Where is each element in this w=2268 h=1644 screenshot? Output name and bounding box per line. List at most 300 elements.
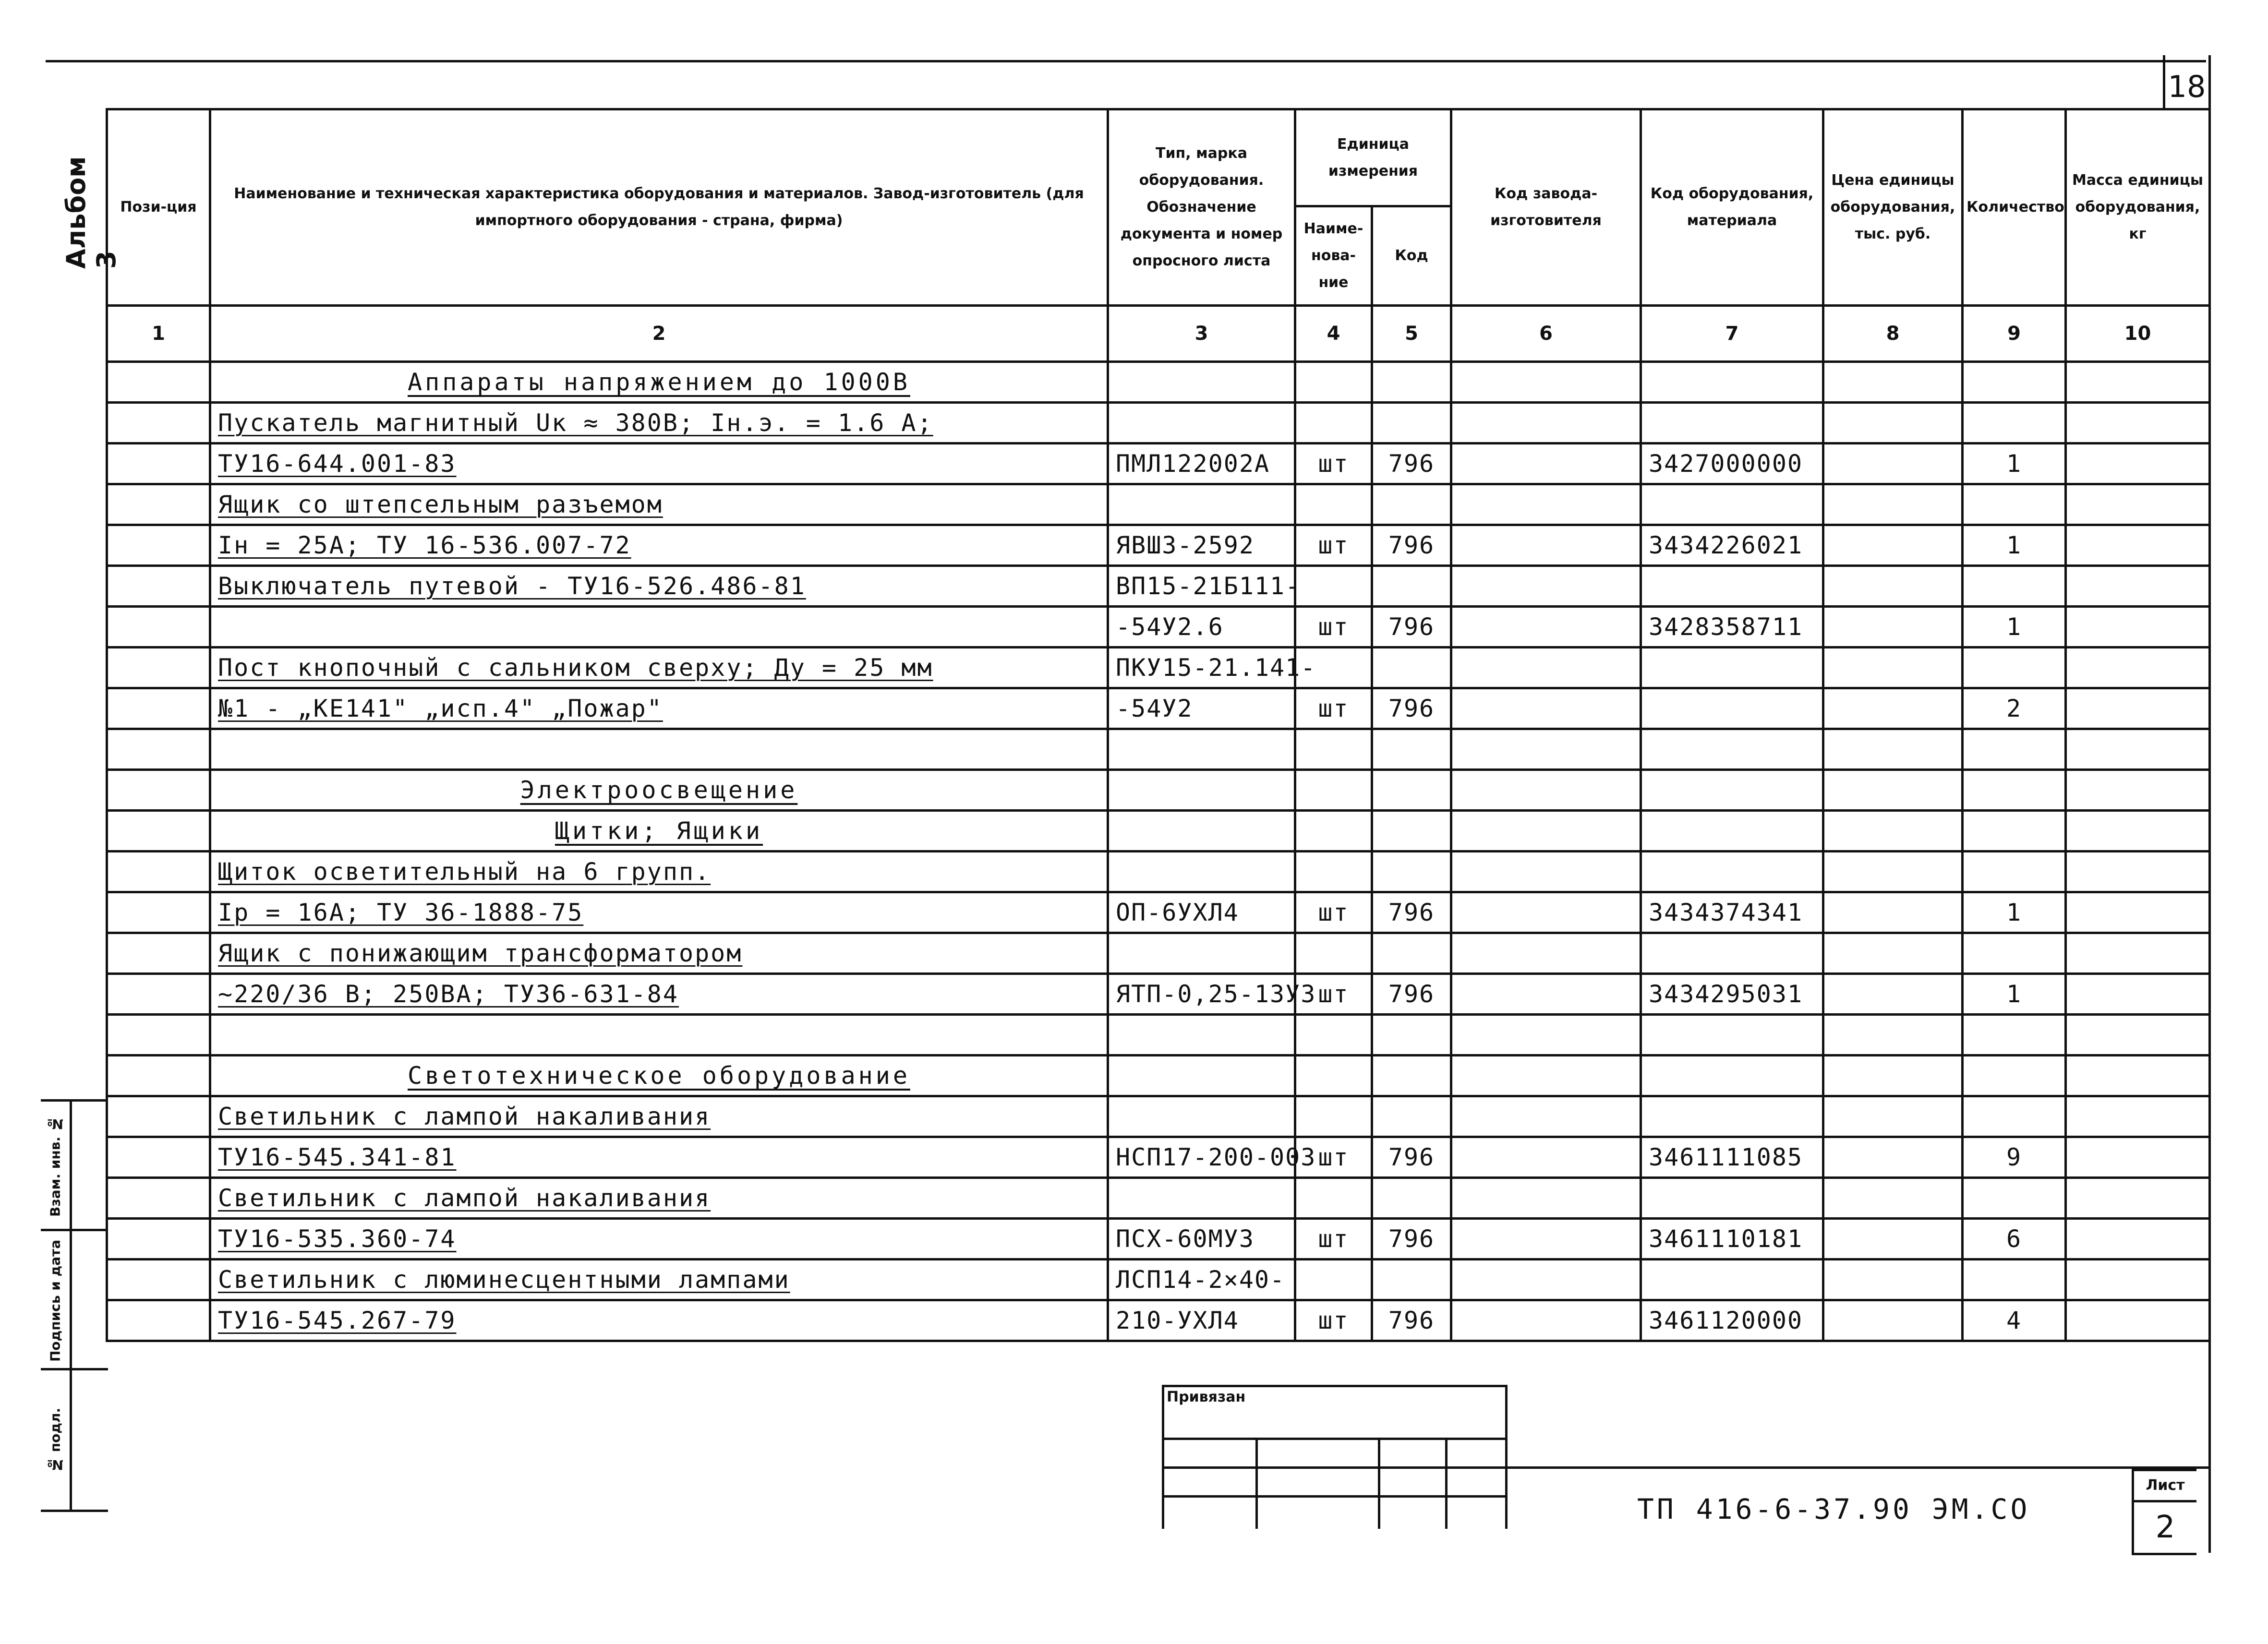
cell-equipment-code: 3461111085 bbox=[1641, 1137, 1823, 1178]
stamp-line bbox=[1162, 1438, 1508, 1440]
cell-equipment-code bbox=[1641, 566, 1823, 607]
table-row bbox=[107, 648, 2210, 688]
stamp-line bbox=[1255, 1438, 1258, 1529]
cell-mass bbox=[2066, 403, 2210, 444]
col-num-3: 3 bbox=[1108, 306, 1295, 362]
cell-maker-code bbox=[1451, 729, 1641, 770]
cell-unit bbox=[1295, 811, 1372, 852]
cell-type bbox=[1108, 1015, 1295, 1056]
col-header-equipment-code: Код оборудования, материала bbox=[1641, 109, 1823, 306]
cell-unit-code bbox=[1372, 770, 1451, 811]
col-header-type: Тип, марка оборудования. Обозначение документа и номер опросного листа bbox=[1108, 109, 1295, 306]
cell-position bbox=[107, 729, 210, 770]
cell-unit bbox=[1295, 852, 1372, 892]
cell-unit-code: 796 bbox=[1372, 892, 1451, 933]
cell-position bbox=[107, 974, 210, 1015]
cell-maker-code bbox=[1451, 403, 1641, 444]
table-row bbox=[107, 1219, 2210, 1260]
cell-quantity bbox=[1963, 1260, 2066, 1300]
cell-price bbox=[1823, 1056, 1963, 1096]
cell-unit-code: 796 bbox=[1372, 1137, 1451, 1178]
cell-name: ТУ16-545.341-81 bbox=[210, 1137, 1108, 1178]
cell-quantity: 6 bbox=[1963, 1219, 2066, 1260]
table-row bbox=[107, 852, 2210, 892]
cell-position bbox=[107, 1096, 210, 1137]
col-header-unit-code: Код bbox=[1372, 206, 1451, 306]
stamp-line bbox=[1162, 1466, 1508, 1469]
cell-unit-code bbox=[1372, 1096, 1451, 1137]
cell-type: -54У2 bbox=[1108, 688, 1295, 729]
cell-position bbox=[107, 1015, 210, 1056]
cell-unit-code: 796 bbox=[1372, 1219, 1451, 1260]
cell-type: ПСХ-60МУ3 bbox=[1108, 1219, 1295, 1260]
cell-name: ТУ16-644.001-83 bbox=[210, 444, 1108, 484]
stamp-line bbox=[1162, 1495, 1508, 1498]
section-heading: Аппараты напряжением до 1000В bbox=[210, 362, 1108, 403]
cell-quantity bbox=[1963, 770, 2066, 811]
table-row bbox=[107, 1178, 2210, 1219]
cell-type bbox=[1108, 811, 1295, 852]
table-row bbox=[107, 933, 2210, 974]
cell-unit: шт bbox=[1295, 1300, 1372, 1341]
cell-name: Iн = 25А; ТУ 16-536.007-72 bbox=[210, 525, 1108, 566]
cell-equipment-code bbox=[1641, 811, 1823, 852]
cell-mass bbox=[2066, 1260, 2210, 1300]
cell-unit: шт bbox=[1295, 525, 1372, 566]
col-num-8: 8 bbox=[1823, 306, 1963, 362]
cell-position bbox=[107, 933, 210, 974]
sheet-box-value: 2 bbox=[2155, 1510, 2175, 1545]
cell-unit-code bbox=[1372, 729, 1451, 770]
cell-maker-code bbox=[1451, 852, 1641, 892]
cell-maker-code bbox=[1451, 444, 1641, 484]
cell-unit-code bbox=[1372, 648, 1451, 688]
cell-equipment-code bbox=[1641, 688, 1823, 729]
stamp-line bbox=[1162, 1385, 1508, 1387]
cell-equipment-code: 3434226021 bbox=[1641, 525, 1823, 566]
cell-mass bbox=[2066, 648, 2210, 688]
stamp-label: Привязан bbox=[1167, 1389, 1246, 1405]
cell-name: Iр = 16А; ТУ 36-1888-75 bbox=[210, 892, 1108, 933]
cell-unit bbox=[1295, 1056, 1372, 1096]
cell-quantity bbox=[1963, 933, 2066, 974]
cell-position bbox=[107, 607, 210, 648]
cell-price bbox=[1823, 362, 1963, 403]
cell-quantity bbox=[1963, 811, 2066, 852]
cell-position bbox=[107, 811, 210, 852]
cell-position bbox=[107, 770, 210, 811]
cell-price bbox=[1823, 403, 1963, 444]
cell-position bbox=[107, 362, 210, 403]
col-num-6: 6 bbox=[1451, 306, 1641, 362]
cell-quantity: 9 bbox=[1963, 1137, 2066, 1178]
cell-name: Пост кнопочный с сальником сверху; Ду = 25 мм bbox=[210, 648, 1108, 688]
cell-maker-code bbox=[1451, 566, 1641, 607]
cell-equipment-code bbox=[1641, 1015, 1823, 1056]
cell-name: Светильник с лампой накаливания bbox=[210, 1178, 1108, 1219]
table-row bbox=[107, 362, 2210, 403]
cell-price bbox=[1823, 1137, 1963, 1178]
cell-unit bbox=[1295, 1178, 1372, 1219]
cell-mass bbox=[2066, 1219, 2210, 1260]
cell-quantity bbox=[1963, 403, 2066, 444]
cell-maker-code bbox=[1451, 892, 1641, 933]
cell-type bbox=[1108, 1096, 1295, 1137]
album-label: Альбом 3 bbox=[61, 156, 121, 269]
cell-equipment-code bbox=[1641, 1260, 1823, 1300]
stamp-line bbox=[1445, 1438, 1448, 1529]
col-header-name: Наименование и техническая характеристика оборудования и материалов. Завод-изготовитель (для импортного оборудования - страна, фирма) bbox=[210, 109, 1108, 306]
cell-maker-code bbox=[1451, 933, 1641, 974]
cell-unit: шт bbox=[1295, 1219, 1372, 1260]
left-stamp-label: Подпись и дата bbox=[47, 1239, 63, 1362]
cell-price bbox=[1823, 852, 1963, 892]
col-header-mass: Масса единицы оборудования, кг bbox=[2066, 109, 2210, 306]
stamp-line bbox=[1378, 1438, 1380, 1529]
cell-maker-code bbox=[1451, 1096, 1641, 1137]
table-row bbox=[107, 811, 2210, 852]
left-stamp-box bbox=[41, 1229, 108, 1370]
cell-maker-code bbox=[1451, 770, 1641, 811]
cell-unit-code: 796 bbox=[1372, 525, 1451, 566]
col-header-price: Цена единицы оборудования, тыс. руб. bbox=[1823, 109, 1963, 306]
table-row bbox=[107, 1096, 2210, 1137]
section-heading: Щитки; Ящики bbox=[210, 811, 1108, 852]
cell-unit-code bbox=[1372, 362, 1451, 403]
cell-unit-code: 796 bbox=[1372, 444, 1451, 484]
col-header-unit-name: Наиме-нова-ние bbox=[1295, 206, 1372, 306]
cell-unit bbox=[1295, 933, 1372, 974]
cell-unit-code bbox=[1372, 852, 1451, 892]
cell-maker-code bbox=[1451, 1219, 1641, 1260]
col-num-9: 9 bbox=[1963, 306, 2066, 362]
cell-quantity bbox=[1963, 362, 2066, 403]
cell-equipment-code bbox=[1641, 362, 1823, 403]
cell-position bbox=[107, 1137, 210, 1178]
cell-unit bbox=[1295, 729, 1372, 770]
cell-price bbox=[1823, 484, 1963, 525]
sheet-box bbox=[2132, 1469, 2196, 1555]
col-num-10: 10 bbox=[2066, 306, 2210, 362]
cell-position bbox=[107, 525, 210, 566]
cell-type: -54У2.6 bbox=[1108, 607, 1295, 648]
cell-mass bbox=[2066, 688, 2210, 729]
specification-table bbox=[106, 108, 2211, 1342]
cell-name: Щиток осветительный на 6 групп. bbox=[210, 852, 1108, 892]
col-num-5: 5 bbox=[1372, 306, 1451, 362]
cell-quantity bbox=[1963, 1096, 2066, 1137]
table-row bbox=[107, 525, 2210, 566]
cell-type: ВП15-21Б111- bbox=[1108, 566, 1295, 607]
cell-mass bbox=[2066, 1178, 2210, 1219]
cell-unit-code bbox=[1372, 811, 1451, 852]
cell-maker-code bbox=[1451, 1260, 1641, 1300]
cell-equipment-code bbox=[1641, 403, 1823, 444]
cell-type bbox=[1108, 933, 1295, 974]
cell-mass bbox=[2066, 484, 2210, 525]
cell-maker-code bbox=[1451, 607, 1641, 648]
section-heading: Светотехническое оборудование bbox=[210, 1056, 1108, 1096]
cell-type: ПКУ15-21.141- bbox=[1108, 648, 1295, 688]
cell-maker-code bbox=[1451, 1015, 1641, 1056]
cell-price bbox=[1823, 811, 1963, 852]
cell-unit: шт bbox=[1295, 892, 1372, 933]
cell-position bbox=[107, 1300, 210, 1341]
cell-quantity: 1 bbox=[1963, 892, 2066, 933]
cell-quantity: 1 bbox=[1963, 444, 2066, 484]
cell-unit-code bbox=[1372, 1015, 1451, 1056]
cell-unit bbox=[1295, 484, 1372, 525]
cell-quantity bbox=[1963, 1015, 2066, 1056]
cell-unit bbox=[1295, 770, 1372, 811]
cell-quantity: 1 bbox=[1963, 525, 2066, 566]
cell-position bbox=[107, 1260, 210, 1300]
cell-price bbox=[1823, 1015, 1963, 1056]
cell-position bbox=[107, 1178, 210, 1219]
cell-mass bbox=[2066, 1137, 2210, 1178]
cell-type: 210-УХЛ4 bbox=[1108, 1300, 1295, 1341]
cell-maker-code bbox=[1451, 484, 1641, 525]
cell-maker-code bbox=[1451, 1137, 1641, 1178]
sheet-number: 18 bbox=[2168, 69, 2206, 104]
cell-equipment-code bbox=[1641, 1096, 1823, 1137]
cell-price bbox=[1823, 1219, 1963, 1260]
cell-price bbox=[1823, 444, 1963, 484]
cell-equipment-code bbox=[1641, 933, 1823, 974]
cell-unit-code bbox=[1372, 1056, 1451, 1096]
left-stamp-divider bbox=[70, 1099, 72, 1510]
cell-type bbox=[1108, 484, 1295, 525]
cell-mass bbox=[2066, 1096, 2210, 1137]
cell-unit: шт bbox=[1295, 974, 1372, 1015]
title-block-line bbox=[1508, 1466, 2208, 1469]
cell-unit-code: 796 bbox=[1372, 607, 1451, 648]
cell-type bbox=[1108, 403, 1295, 444]
cell-equipment-code: 3428358711 bbox=[1641, 607, 1823, 648]
table-body bbox=[107, 362, 2210, 1341]
cell-equipment-code: 3461120000 bbox=[1641, 1300, 1823, 1341]
table-row bbox=[107, 1300, 2210, 1341]
cell-unit-code bbox=[1372, 403, 1451, 444]
cell-equipment-code: 3434374341 bbox=[1641, 892, 1823, 933]
cell-position bbox=[107, 852, 210, 892]
table-row bbox=[107, 974, 2210, 1015]
top-border-line bbox=[46, 60, 2206, 62]
cell-maker-code bbox=[1451, 688, 1641, 729]
left-stamp-label: Взам. инв. № bbox=[47, 1116, 63, 1217]
cell-equipment-code bbox=[1641, 852, 1823, 892]
cell-type bbox=[1108, 362, 1295, 403]
sheet-box-label: Лист bbox=[2134, 1471, 2196, 1502]
left-stamp-box bbox=[41, 1368, 108, 1512]
cell-price bbox=[1823, 688, 1963, 729]
cell-mass bbox=[2066, 892, 2210, 933]
cell-unit bbox=[1295, 362, 1372, 403]
cell-price bbox=[1823, 770, 1963, 811]
cell-price bbox=[1823, 933, 1963, 974]
cell-quantity bbox=[1963, 729, 2066, 770]
cell-position bbox=[107, 892, 210, 933]
cell-equipment-code bbox=[1641, 648, 1823, 688]
cell-maker-code bbox=[1451, 648, 1641, 688]
cell-quantity bbox=[1963, 648, 2066, 688]
cell-maker-code bbox=[1451, 362, 1641, 403]
cell-type bbox=[1108, 1178, 1295, 1219]
cell-price bbox=[1823, 566, 1963, 607]
cell-unit bbox=[1295, 403, 1372, 444]
cell-type bbox=[1108, 852, 1295, 892]
cell-unit-code bbox=[1372, 1178, 1451, 1219]
cell-name: Ящик со штепсельным разъемом bbox=[210, 484, 1108, 525]
cell-equipment-code: 3461110181 bbox=[1641, 1219, 1823, 1260]
cell-unit-code bbox=[1372, 933, 1451, 974]
cell-mass bbox=[2066, 933, 2210, 974]
stamp-line bbox=[1162, 1385, 1164, 1529]
cell-name: ТУ16-545.267-79 bbox=[210, 1300, 1108, 1341]
table-row bbox=[107, 403, 2210, 444]
cell-quantity: 2 bbox=[1963, 688, 2066, 729]
cell-quantity bbox=[1963, 484, 2066, 525]
cell-price bbox=[1823, 1096, 1963, 1137]
cell-mass bbox=[2066, 811, 2210, 852]
cell-mass bbox=[2066, 525, 2210, 566]
cell-equipment-code bbox=[1641, 770, 1823, 811]
cell-name: ~220/36 В; 250ВА; ТУ36-631-84 bbox=[210, 974, 1108, 1015]
cell-mass bbox=[2066, 362, 2210, 403]
section-heading: Электроосвещение bbox=[210, 770, 1108, 811]
table-row bbox=[107, 444, 2210, 484]
cell-equipment-code bbox=[1641, 484, 1823, 525]
cell-name: Выключатель путевой - ТУ16-526.486-81 bbox=[210, 566, 1108, 607]
cell-type: ПМЛ122002А bbox=[1108, 444, 1295, 484]
cell-unit-code: 796 bbox=[1372, 1300, 1451, 1341]
cell-maker-code bbox=[1451, 1056, 1641, 1096]
cell-quantity bbox=[1963, 566, 2066, 607]
cell-name bbox=[210, 1015, 1108, 1056]
cell-unit-code bbox=[1372, 484, 1451, 525]
cell-price bbox=[1823, 892, 1963, 933]
cell-name bbox=[210, 607, 1108, 648]
cell-quantity: 1 bbox=[1963, 607, 2066, 648]
cell-unit bbox=[1295, 1260, 1372, 1300]
cell-name: Светильник с лампой накаливания bbox=[210, 1096, 1108, 1137]
cell-mass bbox=[2066, 974, 2210, 1015]
cell-position bbox=[107, 1219, 210, 1260]
table-row bbox=[107, 607, 2210, 648]
cell-position bbox=[107, 648, 210, 688]
cell-name: Светильник с люминесцентными лампами bbox=[210, 1260, 1108, 1300]
cell-type: ЯТП-0,25-13У3 bbox=[1108, 974, 1295, 1015]
table-row bbox=[107, 1137, 2210, 1178]
cell-unit-code: 796 bbox=[1372, 688, 1451, 729]
cell-equipment-code: 3427000000 bbox=[1641, 444, 1823, 484]
cell-mass bbox=[2066, 729, 2210, 770]
cell-unit: шт bbox=[1295, 1137, 1372, 1178]
cell-maker-code bbox=[1451, 525, 1641, 566]
cell-price bbox=[1823, 974, 1963, 1015]
table-row bbox=[107, 1260, 2210, 1300]
cell-maker-code bbox=[1451, 1300, 1641, 1341]
cell-quantity: 1 bbox=[1963, 974, 2066, 1015]
cell-mass bbox=[2066, 1300, 2210, 1341]
binding-stamp bbox=[1162, 1385, 1508, 1529]
cell-position bbox=[107, 484, 210, 525]
left-stamp-box bbox=[41, 1099, 108, 1231]
cell-quantity bbox=[1963, 1178, 2066, 1219]
table-row bbox=[107, 484, 2210, 525]
cell-mass bbox=[2066, 566, 2210, 607]
left-stamp-label: № подл. bbox=[47, 1407, 63, 1473]
cell-price bbox=[1823, 729, 1963, 770]
table-row bbox=[107, 688, 2210, 729]
cell-mass bbox=[2066, 444, 2210, 484]
col-num-7: 7 bbox=[1641, 306, 1823, 362]
cell-price bbox=[1823, 1260, 1963, 1300]
table-row bbox=[107, 729, 2210, 770]
col-num-2: 2 bbox=[210, 306, 1108, 362]
cell-position bbox=[107, 1056, 210, 1096]
cell-unit: шт bbox=[1295, 607, 1372, 648]
cell-unit bbox=[1295, 566, 1372, 607]
cell-unit: шт bbox=[1295, 444, 1372, 484]
cell-mass bbox=[2066, 1056, 2210, 1096]
cell-mass bbox=[2066, 607, 2210, 648]
cell-type bbox=[1108, 1056, 1295, 1096]
cell-quantity bbox=[1963, 1056, 2066, 1096]
cell-price bbox=[1823, 607, 1963, 648]
cell-price bbox=[1823, 648, 1963, 688]
col-header-position: Пози-ция bbox=[107, 109, 210, 306]
cell-maker-code bbox=[1451, 1178, 1641, 1219]
cell-quantity: 4 bbox=[1963, 1300, 2066, 1341]
col-header-unit-group: Единица измерения bbox=[1295, 109, 1451, 206]
cell-mass bbox=[2066, 1015, 2210, 1056]
cell-position bbox=[107, 688, 210, 729]
table-row bbox=[107, 1015, 2210, 1056]
cell-type: НСП17-200-003 bbox=[1108, 1137, 1295, 1178]
cell-name: ТУ16-535.360-74 bbox=[210, 1219, 1108, 1260]
cell-type: ЯВШ3-2592 bbox=[1108, 525, 1295, 566]
cell-name: Пускатель магнитный Uк ≈ 380В; Iн.э. = 1.6 А; bbox=[210, 403, 1108, 444]
cell-unit: шт bbox=[1295, 688, 1372, 729]
col-header-quantity: Количество bbox=[1963, 109, 2066, 306]
cell-type bbox=[1108, 729, 1295, 770]
cell-name: №1 - „КЕ141" „исп.4" „Пожар" bbox=[210, 688, 1108, 729]
cell-equipment-code bbox=[1641, 1056, 1823, 1096]
cell-equipment-code bbox=[1641, 1178, 1823, 1219]
cell-unit-code bbox=[1372, 566, 1451, 607]
cell-price bbox=[1823, 525, 1963, 566]
cell-price bbox=[1823, 1178, 1963, 1219]
document-number: ТП 416-6-37.90 ЭМ.СО bbox=[1637, 1493, 2030, 1525]
cell-position bbox=[107, 566, 210, 607]
cell-mass bbox=[2066, 852, 2210, 892]
cell-equipment-code: 3434295031 bbox=[1641, 974, 1823, 1015]
cell-maker-code bbox=[1451, 974, 1641, 1015]
cell-quantity bbox=[1963, 852, 2066, 892]
col-num-1: 1 bbox=[107, 306, 210, 362]
cell-unit-code: 796 bbox=[1372, 974, 1451, 1015]
left-stamp-strip bbox=[41, 1099, 108, 1512]
cell-unit bbox=[1295, 1015, 1372, 1056]
col-header-maker-code: Код завода-изготовителя bbox=[1451, 109, 1641, 306]
cell-equipment-code bbox=[1641, 729, 1823, 770]
cell-type bbox=[1108, 770, 1295, 811]
cell-mass bbox=[2066, 770, 2210, 811]
cell-maker-code bbox=[1451, 811, 1641, 852]
cell-type: ЛСП14-2×40- bbox=[1108, 1260, 1295, 1300]
cell-price bbox=[1823, 1300, 1963, 1341]
